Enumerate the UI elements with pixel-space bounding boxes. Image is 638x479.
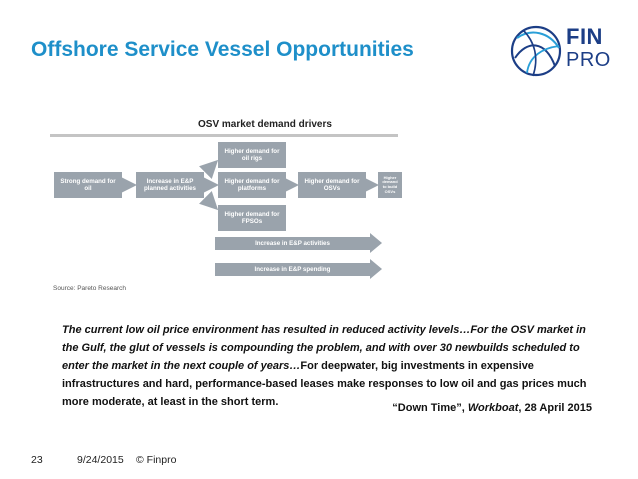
box-platforms: Higher demand for platforms [218,172,286,198]
logo-text-pro: PRO [566,49,611,71]
logo-text-fin: FIN [566,24,603,49]
arrow-ep-to-fpsos [206,198,216,208]
footer-date: 9/24/2015 [77,454,124,466]
slide-title: Offshore Service Vessel Opportunities [31,38,414,61]
osv-demand-diagram [50,112,405,298]
page-number: 23 [31,454,43,466]
band-ep-spending-arrowhead [370,259,382,279]
box-oil-rigs: Higher demand for oil rigs [218,142,286,168]
finpro-logo [509,18,627,84]
box-increase-ep: Increase in E&P planned activities [136,172,204,198]
citation-publication: Workboat [467,402,519,414]
box-osvs: Higher demand for OSVs [298,172,366,198]
quote-part-2: For deepwater, big investments in expensive infrastructures and hard, performance-based leases make responses to low oil and gas prices much more moderate, at least in the short term. [62,360,587,408]
band-ep-activities: Increase in E&P activities [215,237,370,250]
finpro-emblem-icon [509,18,567,84]
quote-part-1: The current low oil price environment has resulted in reduced activity levels…For the OSV market in the Gulf, the glut of vessels is compounding the problem, and with over 30 newbuilds scheduled to enter the market in the next couple of years… [62,324,586,372]
box-fpsos: Higher demand for FPSOs [218,205,286,231]
box-build-osvs: Higher demand to build OSVs [378,172,402,198]
band-ep-spending: Increase in E&P spending [215,263,370,276]
diagram-title: OSV market demand drivers [198,119,332,130]
box-strong-demand: Strong demand for oil [54,172,122,198]
arrow-ep-to-rigs [206,162,216,172]
footer-copyright: © Finpro [136,454,177,466]
quote-citation: “Down Time”, Workboat, 28 April 2015 [392,402,592,414]
band-ep-activities-arrowhead [370,233,382,253]
quote-text [62,321,602,411]
diagram-source: Source: Pareto Research [53,285,126,292]
